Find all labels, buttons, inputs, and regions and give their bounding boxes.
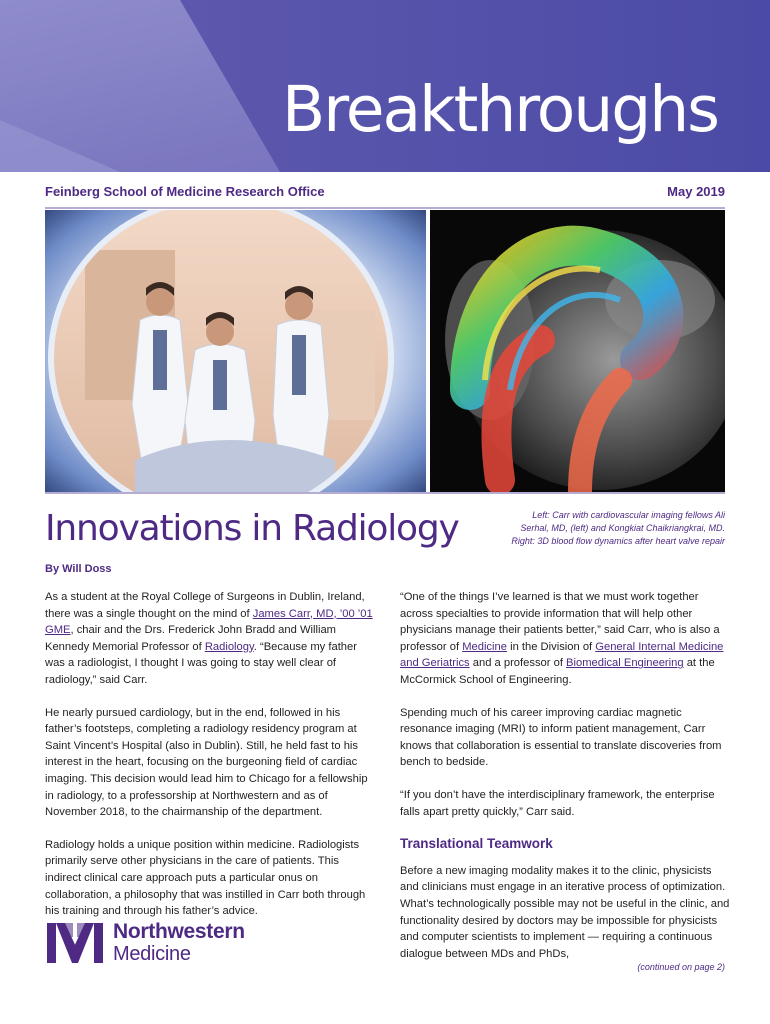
text-segment: in the Division of: [506, 640, 596, 653]
header-divider: [45, 207, 725, 209]
photo-caption: [475, 509, 725, 548]
general-internal-medicine-link[interactable]: General Internal Medicine and Geriatrics: [400, 640, 724, 670]
text-segment: , chair and the Drs. Frederick John Bradd and William Kennedy Memorial Professor of: [45, 624, 336, 653]
mri-scanner-illustration: [45, 210, 426, 492]
continued-note: (continued on page 2): [637, 962, 725, 972]
logo-word-medicine: Medicine: [113, 943, 191, 965]
paragraph: Radiology holds a unique position within medicine. Radiologists primarily serve other physicians in the care of patients. This indirect clinical care approach puts a particular onus on collaboration, a philosophy that was instilled in Carr both through his training and through his father’s advice.: [45, 838, 366, 918]
paragraph: [400, 589, 730, 689]
text-segment: “One of the things I’ve learned is that we must work together across specialties to provide information that will help other physicians manage their patients better,” said Carr, who is also a professor of: [400, 591, 720, 653]
paragraph: Before a new imaging modality makes it to the clinic, physicists and clinicians must engage in an iterative process of optimization. What’s technologically possible may not be useful in the clinic, and functionality desired by doctors may be impossible for physicists and computer scientists to implement — requiring a continuous dialogue between MDs and PhDs,: [400, 864, 730, 960]
blood-flow-illustration: [430, 210, 725, 492]
paragraph: “If you don’t have the interdisciplinary framework, the enterprise falls apart pretty quickly,” Carr said.: [400, 788, 715, 818]
paragraph: He nearly pursued cardiology, but in the end, followed in his father’s footsteps, completing a radiology residency program at Saint Vincent’s Hospital (also in Dublin). Still, he held fast to his interest in the heart, focusing on the burgeoning field of cardiac imaging. This decision would lead him to Chicago for a fellowship in radiology, to a professorship at Northwestern and as of November 2018, to the chairmanship of the department.: [45, 706, 368, 819]
nm-logo-mark-icon: [47, 923, 103, 963]
biomedical-engineering-link[interactable]: Biomedical Engineering: [566, 657, 684, 670]
text-segment: and a professor of: [469, 657, 567, 670]
caption-line-1: Left: Carr with cardiovascular imaging fellows Ali: [532, 510, 725, 520]
photo-divider: [45, 492, 725, 494]
blood-flow-visualization: [430, 210, 725, 492]
byline: By Will Doss: [45, 563, 112, 575]
text-segment: at the McCormick School of Engineering.: [400, 657, 715, 686]
medicine-link[interactable]: Medicine: [462, 640, 507, 653]
article-title: Innovations in Radiology: [45, 508, 459, 549]
radiology-link[interactable]: Radiology: [204, 640, 254, 653]
right-column: [400, 589, 730, 978]
section-heading: Translational Teamwork: [400, 836, 553, 852]
paragraph: Spending much of his career improving cardiac magnetic resonance imaging (MRI) to inform patient management, Carr knows that collaboration is essential to translate discoveries from bench to bedside.: [400, 706, 722, 769]
text-segment: As a student at the Royal College of Surgeons in Dublin, Ireland, there was a single thought on the mind of: [45, 591, 365, 620]
james-carr-link[interactable]: James Carr, MD, ’00 ’01 GME: [45, 607, 373, 637]
paragraph: [45, 589, 375, 689]
mri-scanner-photo: [45, 210, 426, 492]
caption-line-2: Serhal, MD, (left) and Kongkiat Chaikriangkrai, MD.: [520, 523, 725, 533]
issue-date: May 2019: [667, 184, 725, 199]
northwestern-medicine-logo: [47, 922, 277, 966]
left-column: [45, 589, 375, 936]
masthead: [0, 0, 770, 172]
masthead-title: Breakthroughs: [282, 73, 718, 146]
logo-word-northwestern: Northwestern: [113, 920, 245, 943]
office-name: Feinberg School of Medicine Research Office: [45, 184, 325, 199]
text-segment: . “Because my father was a radiologist, I thought I was going to stay well clear of radiology,” said Carr.: [45, 640, 357, 686]
caption-line-3: Right: 3D blood flow dynamics after heart valve repair: [511, 536, 725, 546]
